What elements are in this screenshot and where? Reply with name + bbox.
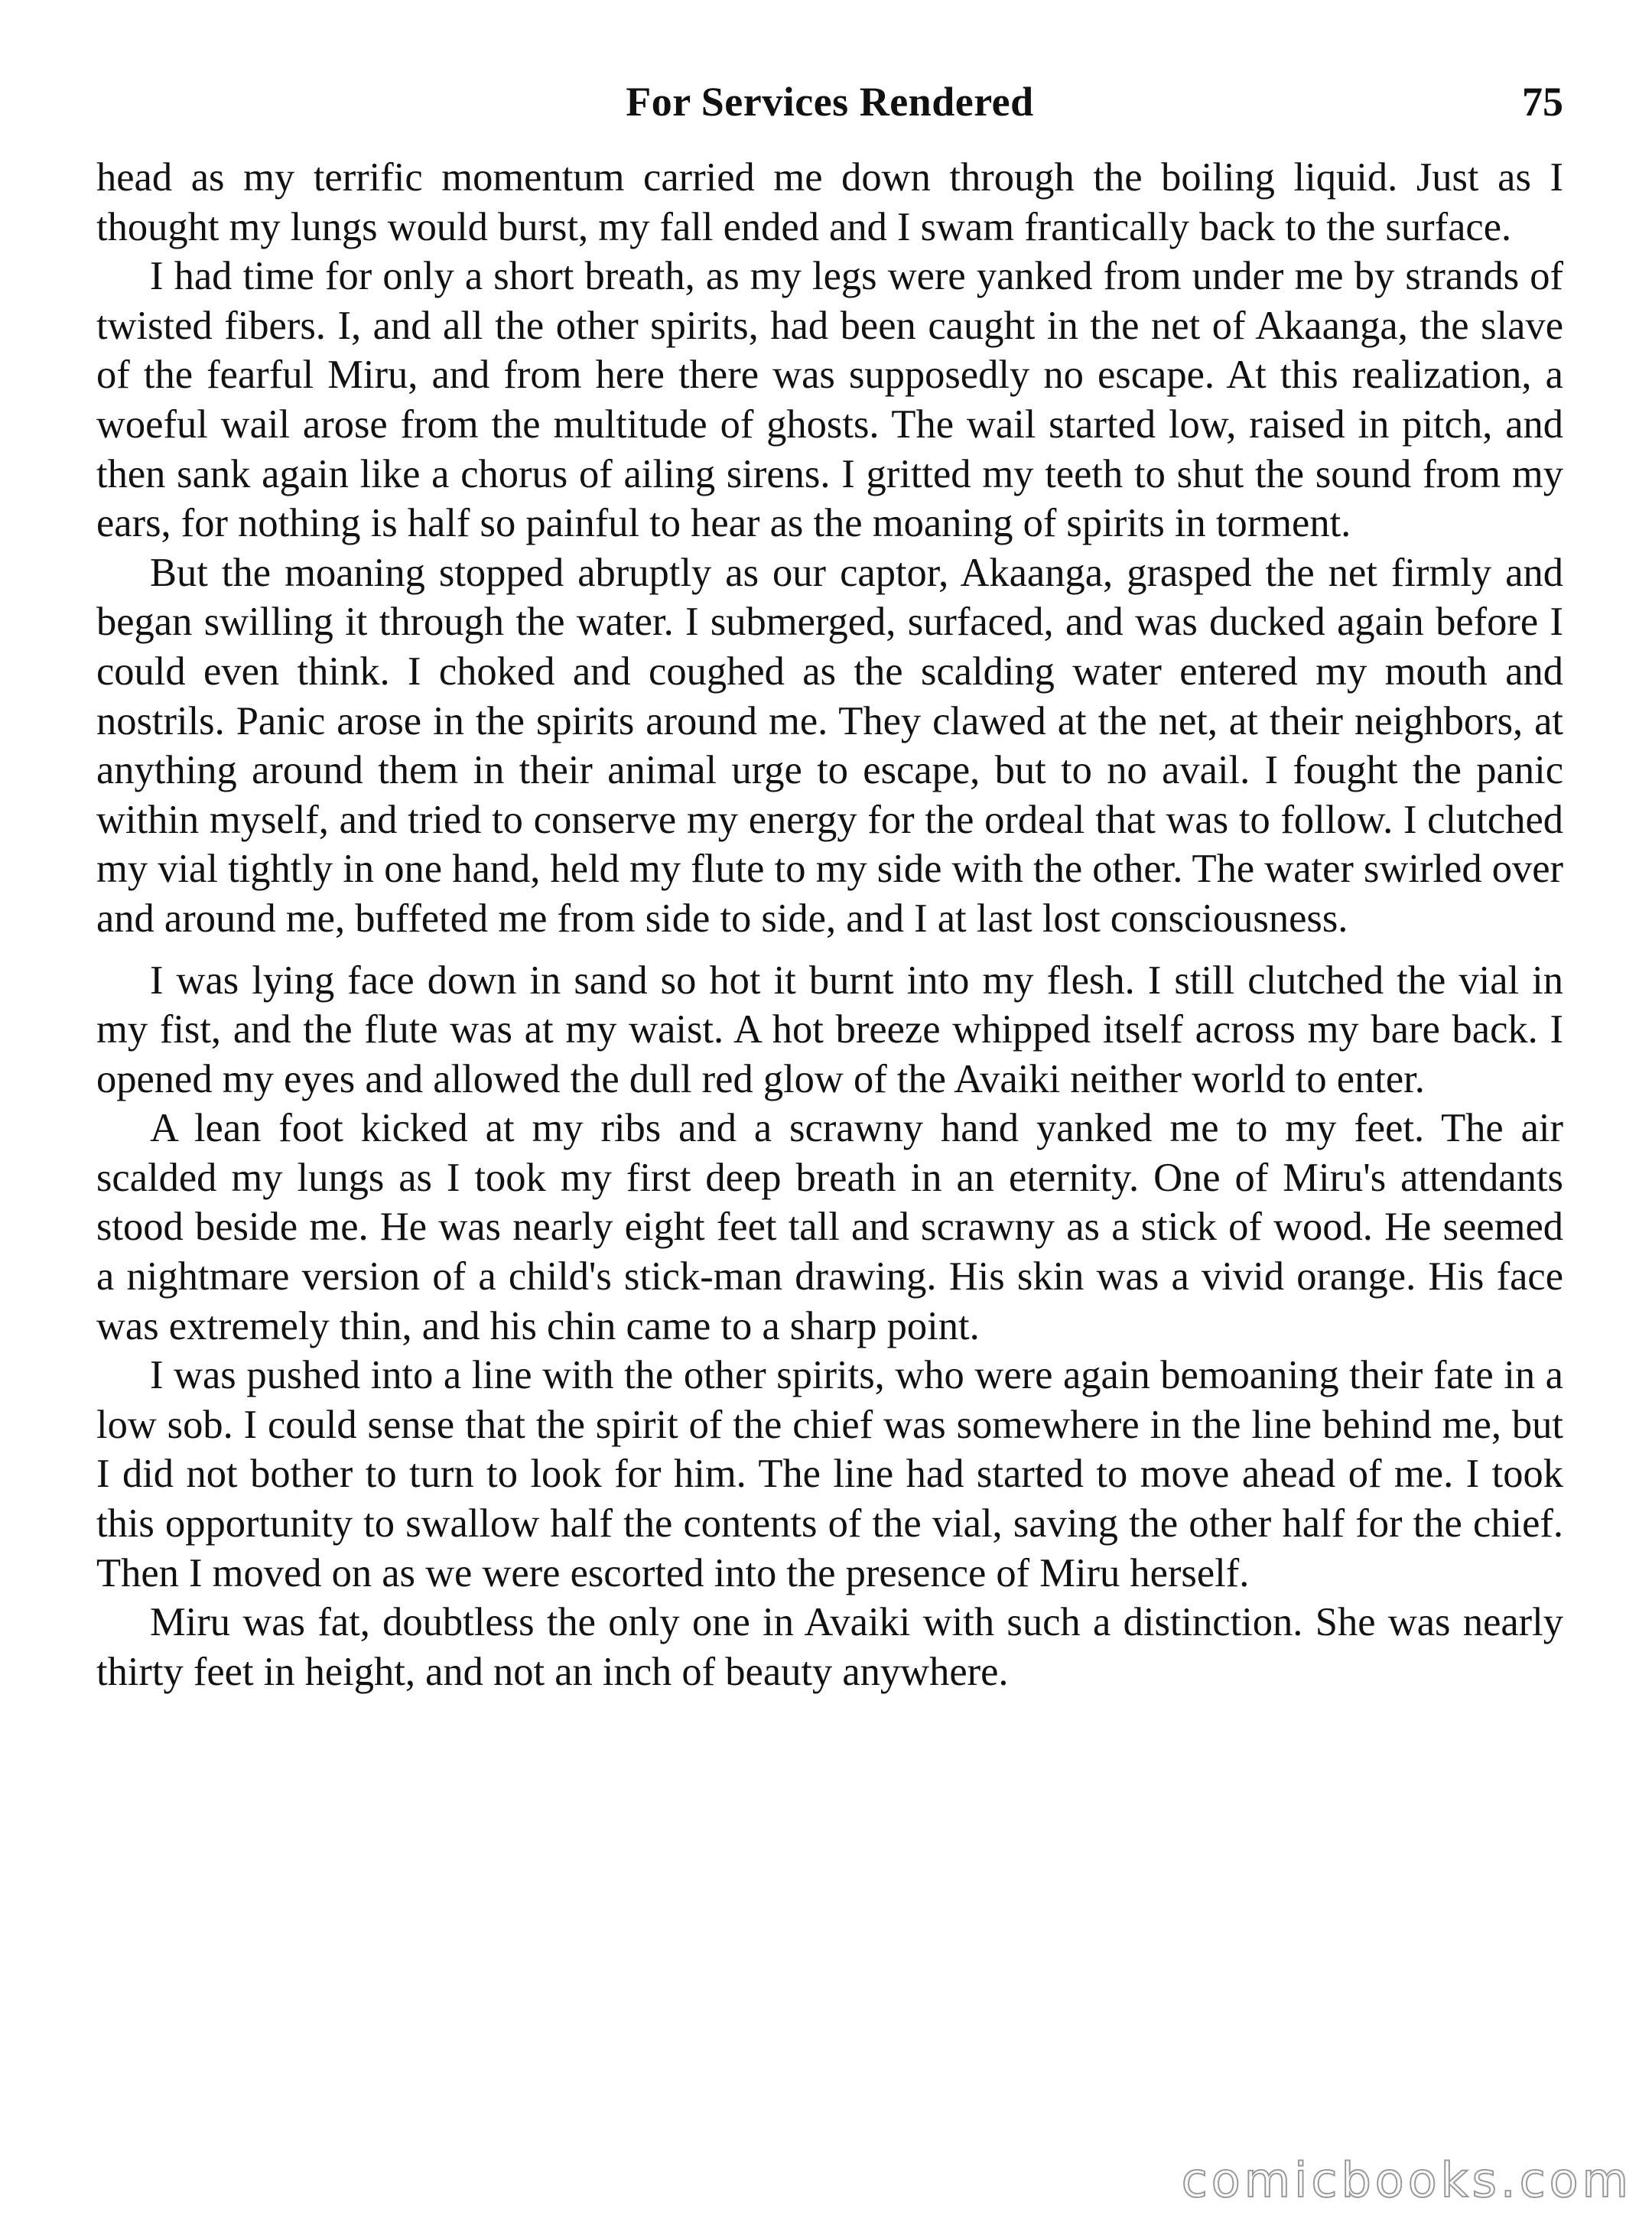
site-watermark: comicbooks.com [1181,2152,1632,2208]
paragraph: I was lying face down in sand so hot it burnt into my flesh. I still clutched the vial in my fist, and the flute was at my waist. A hot breeze whipped itself across my bare back. I opened my eyes and allowed the dull red glow of the Avaiki neither world to enter. [96,958,1563,1101]
paragraph: I had time for only a short breath, as my legs were yanked from under me by strands of twisted fibers. I, and all the other spirits, had been caught in the net of Akaanga, the slave of the fearful Miru, and from here there was supposedly no escape. At this realization, a woeful wail arose from the multitude of ghosts. The wail started low, raised in pitch, and then sank again like a chorus of ailing sirens. I gritted my teeth to shut the sound from my ears, for nothing is half so painful to hear as the moaning of spirits in torment. [96,254,1563,546]
paragraph: A lean foot kicked at my ribs and a scrawny hand yanked me to my feet. The air scalded my lungs as I took my first deep breath in an eternity. One of Miru's attendants stood beside me. He was nearly eight feet tall and scrawny as a stick of wood. He seemed a nightmare version of a child's stick-man drawing. His skin was a vivid orange. His face was extremely thin, and his chin came to a sharp point. [96,1106,1563,1348]
paragraph: head as my terrific momentum carried me down through the boiling liquid. Just as I thought my lungs would burst, my fall ended and I swam frantically back to the surface. [96,155,1563,249]
paragraph: But the moaning stopped abruptly as our captor, Akaanga, grasped the net firmly and began swilling it through the water. I submerged, surfaced, and was ducked again before I could even think. I choked and coughed as the scalding water entered my mouth and nostrils. Panic arose in the spirits around me. They clawed at the net, at their neighbors, at anything around them in their animal urge to escape, but to no avail. I fought the panic within myself, and tried to conserve my energy for the ordeal that was to follow. I clutched my vial tightly in one hand, held my flute to my side with the other. The water swirled over and around me, buffeted me from side to side, and I at last lost consciousness. [96,550,1563,941]
paragraph: Miru was fat, doubtless the only one in Avaiki with such a distinction. She was nearly thirty feet in height, and not an inch of beauty anywhere. [96,1600,1563,1694]
paragraph: I was pushed into a line with the other spirits, who were again bemoaning their fate in a low sob. I could sense that the spirit of the chief was somewhere in the line behind me, but I did not bother to turn to look for him. The line had started to move ahead of me. I took this opportunity to swallow half the contents of the vial, saving the other half for the chief. Then I moved on as we were escorted into the presence of Miru herself. [96,1353,1563,1595]
page-number: 75 [1522,79,1563,125]
page-header [96,67,1563,136]
running-title: For Services Rendered [626,79,1034,125]
body-text [96,153,1563,1696]
